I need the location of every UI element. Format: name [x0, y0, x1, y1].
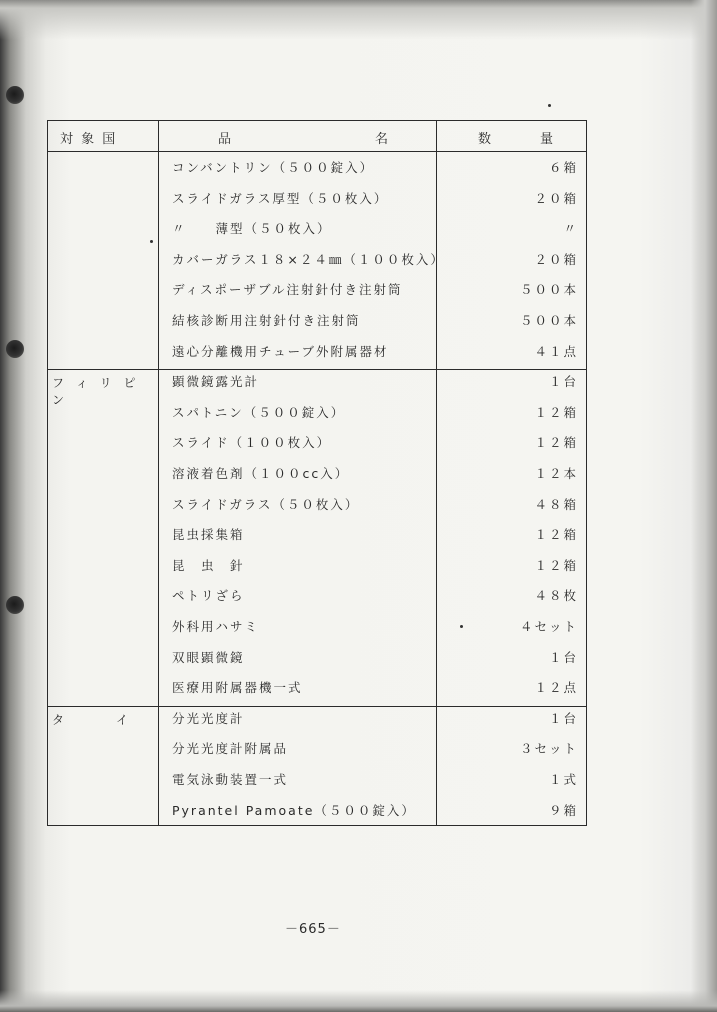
item-quantity: １台 — [548, 649, 578, 665]
scan-speck — [548, 104, 551, 107]
item-quantity: ２０箱 — [534, 190, 578, 206]
item-name: スパトニン（５００錠入） — [172, 404, 346, 420]
country-label: タ イ — [52, 712, 133, 727]
item-name: 電気泳動装置一式 — [172, 772, 289, 787]
binder-hole — [6, 596, 24, 614]
binder-hole — [6, 86, 24, 104]
item-name: Pyrantel Pamoate（５００錠入） — [172, 802, 416, 818]
item-name: 顕微鏡露光計 — [172, 374, 260, 390]
item-quantity: １式 — [548, 772, 578, 787]
right-page-edge — [691, 0, 717, 1012]
item-name: 溶液着色剤（１００cc入） — [172, 466, 350, 481]
item-name: カバーガラス１８×２４㎜（１００枚入） — [172, 251, 445, 267]
item-name: 遠心分離機用チューブ外附属器材 — [172, 343, 389, 359]
header-quantity: 数 — [478, 132, 494, 147]
item-name: 結核診断用注射針付き注射筒 — [172, 313, 361, 328]
item-quantity: 〃 — [563, 221, 578, 237]
item-name: スライドガラス（５０枚入） — [172, 496, 360, 512]
table-header — [48, 121, 586, 152]
item-quantity: １２箱 — [534, 404, 578, 420]
group-divider — [48, 706, 586, 707]
item-quantity: １２箱 — [534, 435, 578, 451]
item-quantity: １２箱 — [534, 557, 578, 573]
item-quantity: ４１点 — [534, 343, 578, 359]
item-quantity: ４８箱 — [534, 496, 578, 512]
page-number: －665－ — [285, 922, 341, 937]
scan-speck — [460, 625, 463, 628]
header-item-name: 品 — [218, 132, 234, 147]
top-shadow — [0, 0, 717, 40]
item-name: スライド（１００枚入） — [172, 435, 332, 451]
scan-speck — [150, 240, 153, 243]
bottom-shadow — [0, 990, 717, 1012]
header-country: 対 象 国 — [60, 132, 118, 147]
item-quantity: １２点 — [534, 680, 578, 696]
header-item-name: 名 — [375, 132, 391, 147]
column-divider — [436, 121, 437, 825]
item-name: 外科用ハサミ — [172, 619, 260, 634]
item-name: コンバントリン（５００錠入） — [172, 160, 375, 175]
binder-hole — [6, 340, 24, 358]
item-name: 昆虫採集箱 — [172, 527, 245, 543]
item-quantity: ５００本 — [519, 282, 578, 298]
header-quantity: 量 — [540, 132, 556, 147]
item-quantity: ５００本 — [519, 313, 578, 328]
item-name: 昆 虫 針 — [172, 557, 245, 573]
item-quantity: ９箱 — [548, 802, 578, 818]
item-quantity: ３セット — [519, 741, 578, 757]
item-quantity: １２箱 — [534, 527, 578, 543]
item-quantity: １台 — [548, 374, 578, 390]
item-quantity: ６箱 — [548, 160, 578, 175]
equipment-table — [47, 120, 587, 826]
item-name: 医療用附属器機一式 — [172, 680, 303, 696]
item-name: スライドガラス厚型（５０枚入） — [172, 190, 389, 206]
group-divider — [48, 369, 586, 370]
item-name: 〃 薄型（５０枚入） — [172, 221, 332, 237]
item-name: ディスポーザブル注射針付き注射筒 — [172, 282, 403, 298]
country-label: フ ィ リ ピ ン — [52, 376, 140, 408]
column-divider — [158, 121, 159, 825]
item-name: ペトリざら — [172, 588, 245, 604]
item-quantity: ２０箱 — [534, 251, 578, 267]
item-quantity: ４セット — [519, 619, 578, 634]
item-name: 分光光度計附属品 — [172, 741, 289, 757]
item-quantity: １台 — [548, 710, 578, 726]
item-quantity: ４８枚 — [534, 588, 578, 604]
item-name: 分光光度計 — [172, 710, 245, 726]
item-quantity: １２本 — [534, 466, 578, 481]
item-name: 双眼顕微鏡 — [172, 649, 245, 665]
